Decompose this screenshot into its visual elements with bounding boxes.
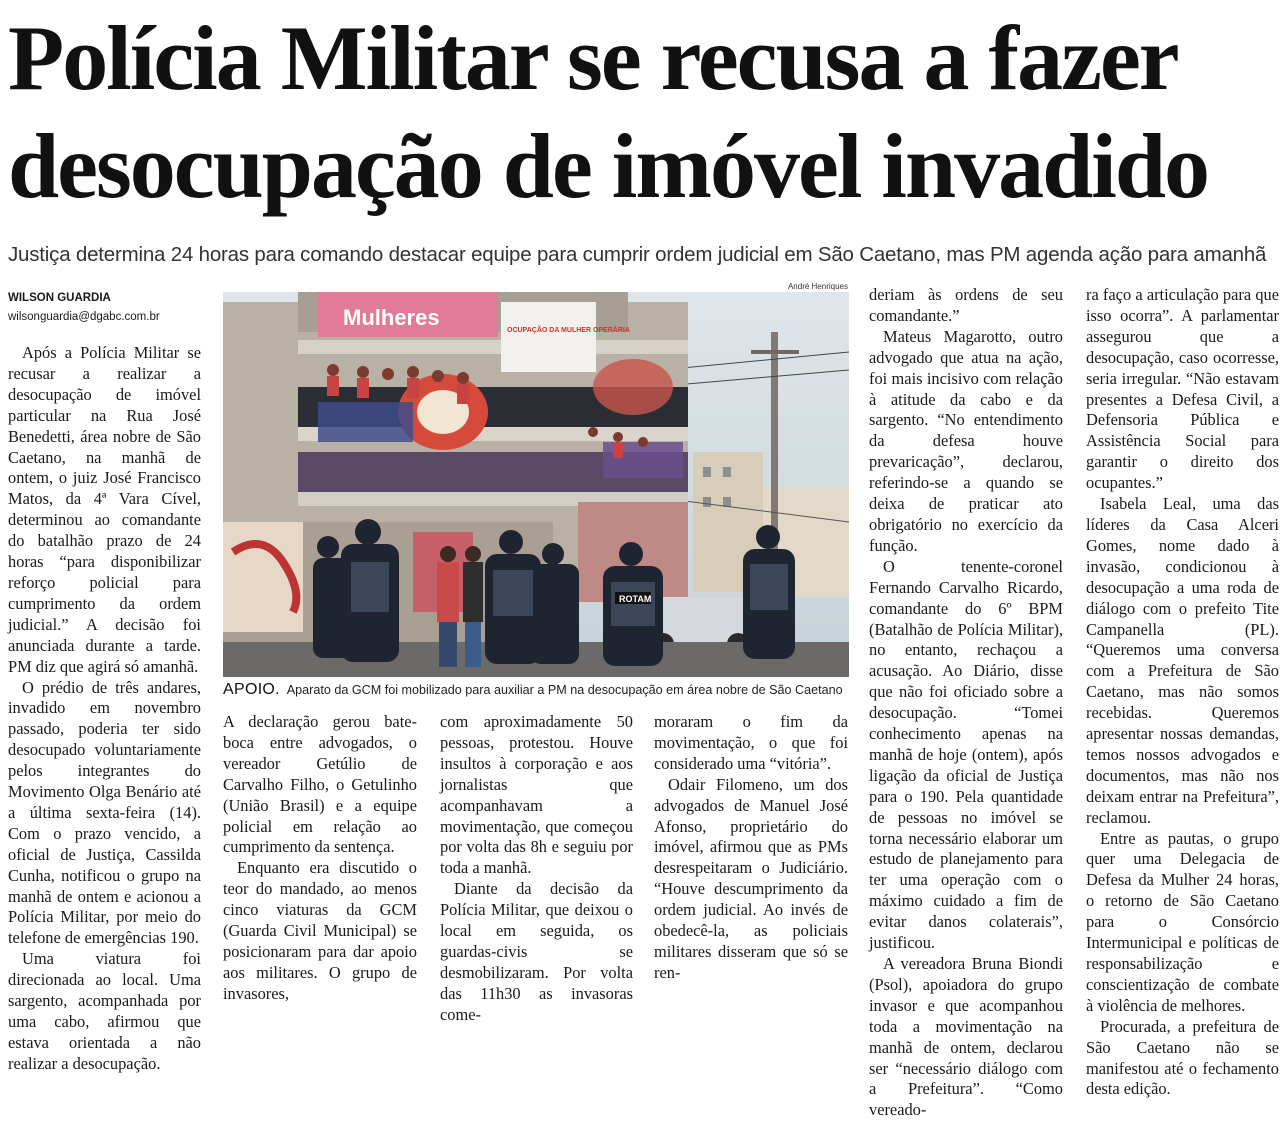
byline: [8, 289, 208, 327]
paragraph: Procurada, a prefeitura de São Caetano não se manifestou até o fechamento desta edição.: [1086, 1016, 1279, 1099]
paragraph: A declaração gerou bate-boca entre advogados, o vereador Getúlio de Carvalho Filho, o Getulinho (União Brasil) e a equipe policial em relação ao cumprimento da sentença.: [223, 712, 417, 857]
subheadline: Justiça determina 24 horas para comando destacar equipe para cumprir ordem judicial em São Caetano, mas PM agenda ação para amanhã: [8, 243, 1267, 266]
author-name: WILSON GUARDIA: [8, 292, 111, 304]
sign-text: OCUPAÇÃO DA MULHER OPERÁRIA: [507, 327, 630, 334]
article-column-6: [1086, 285, 1279, 1099]
article-column-2: [223, 712, 417, 1003]
news-photo: [223, 292, 849, 677]
caption-label: APOIO.: [223, 681, 280, 698]
paragraph: Entre as pautas, o grupo quer uma Delegacia de Defesa da Mulher 24 horas, o retorno de São Caetano para o Consórcio Intermunicipal e políticas de responsabilização e conscientização de combate à violência de melhores.: [1086, 828, 1279, 1015]
paragraph: Mateus Magarotto, outro advogado que atua na ação, foi mais incisivo com relação à atitude da cabo e da sargento. “No entendimento da defesa houve prevaricação”, declarou, referindo-se a quando se deixa de praticar ato obrigatório no exercício da função.: [869, 326, 1063, 555]
paragraph: Uma viatura foi direcionada ao local. Uma sargento, acompanhada por uma cabo, afirmou que estava orientada a não realizar a desocupação.: [8, 949, 201, 1073]
headline-line-2: desocupação de imóvel invadido: [8, 115, 1209, 217]
headline: [8, 4, 1278, 220]
article-column-4: [654, 712, 848, 982]
paragraph: moraram o fim da movimentação, o que foi considerado uma “vitória”.: [654, 712, 848, 773]
article-column-5: [869, 285, 1063, 1120]
paragraph: A vereadora Bruna Biondi (Psol), apoiadora do grupo invasor e que acompanhou toda a movimentação na manhã de ontem, declarou ser “necessário diálogo com a Prefeitura”. “Como vereado-: [869, 954, 1063, 1120]
article-column-3: [440, 712, 633, 1024]
photo-caption: [223, 680, 863, 700]
article-column-1: [8, 343, 201, 1073]
vest-label: ROTAM: [619, 594, 652, 604]
paragraph: O prédio de três andares, invadido em novembro passado, poderia ter sido desocupado voluntariamente pelos integrantes do Movimento Olga Benário até a última sexta-feira (14). Com o prazo vencido, a oficial de Justiça, Cassilda Cunha, notificou o grupo na manhã de ontem e acionou a Polícia Militar, por meio do telefone de emergências 190.: [8, 677, 201, 948]
paragraph: Odair Filomeno, um dos advogados de Manuel José Afonso, proprietário do imóvel, afirmou que as PMs desrespeitaram o Judiciário. “Houve descumprimento da ordem judicial. Ao invés de obedecê-la, as policiais militares disseram que só se ren-: [654, 774, 848, 982]
paragraph: Enquanto era discutido o teor do mandado, ao menos cinco viaturas da GCM (Guarda Civil Municipal) se posicionaram para dar apoio aos militares. O grupo de invasores,: [223, 858, 417, 1003]
photo-credit: André Henriques: [787, 282, 848, 291]
paragraph: Após a Polícia Militar se recusar a realizar a desocupação de imóvel particular na Rua José Benedetti, área nobre de São Caetano, na manhã de ontem, o juiz José Francisco Matos, da 4ª Vara Cível, determinou ao comandante do batalhão prazo de 24 horas “para disponibilizar reforço policial para cumprimento da ordem judicial.” A decisão foi anunciada durante a tarde. PM diz que agirá só amanhã.: [8, 343, 201, 676]
paragraph: ra faço a articulação para que isso ocorra”. A parlamentar assegurou que a desocupação, caso ocorresse, seria irregular. “Não estavam presentes a Defesa Civil, a Defensoria Pública e Assistência Social para garantir o direito dos ocupantes.”: [1086, 285, 1279, 493]
banner-text: Mulheres: [343, 305, 440, 330]
paragraph: Diante da decisão da Polícia Militar, que deixou o local em seguida, os guardas-civis se desmobilizaram. Por volta das 11h30 as invasoras come-: [440, 879, 633, 1024]
headline-line-1: Polícia Militar se recusa a fazer: [8, 7, 1178, 109]
paragraph: deriam às ordens de seu comandante.”: [869, 285, 1063, 325]
caption-text: Aparato da GCM foi mobilizado para auxiliar a PM na desocupação em área nobre de São Caetano: [286, 683, 843, 697]
paragraph: com aproximadamente 50 pessoas, protestou. Houve insultos à corporação e aos jornalistas que acompanhavam a movimentação, que começou por volta das 8h e seguiu por toda a manhã.: [440, 712, 633, 878]
police-at-occupied-building-photo: [223, 292, 849, 677]
author-email: wilsonguardia@dgabc.com.br: [8, 311, 160, 323]
paragraph: Isabela Leal, uma das líderes da Casa Alceri Gomes, nome dado à invasão, condicionou à desocupação a uma roda de diálogo com o prefeito Tite Campanella (PL). “Queremos uma conversa com a Prefeitura de São Caetano, mas não somos recebidas. Queremos apresentar nossas demandas, temos nossos advogados e documentos, mas não nos deixam entrar na Prefeitura”, reclamou.: [1086, 494, 1279, 827]
paragraph: O tenente-coronel Fernando Carvalho Ricardo, comandante do 6º BPM (Batalhão de Polícia Militar), no entanto, rechaçou a acusação. Ao Diário, disse que não foi oficiado sobre a desocupação. “Tomei conhecimento apenas na manhã de hoje (ontem), após ligação da oficial de Justiça para o 190. Pela quantidade de pessoas no imóvel se torna necessário elaborar um estudo de planejamento para ter uma operação com o máximo cuidado a fim de evitar danos colaterais”, justificou.: [869, 556, 1063, 953]
